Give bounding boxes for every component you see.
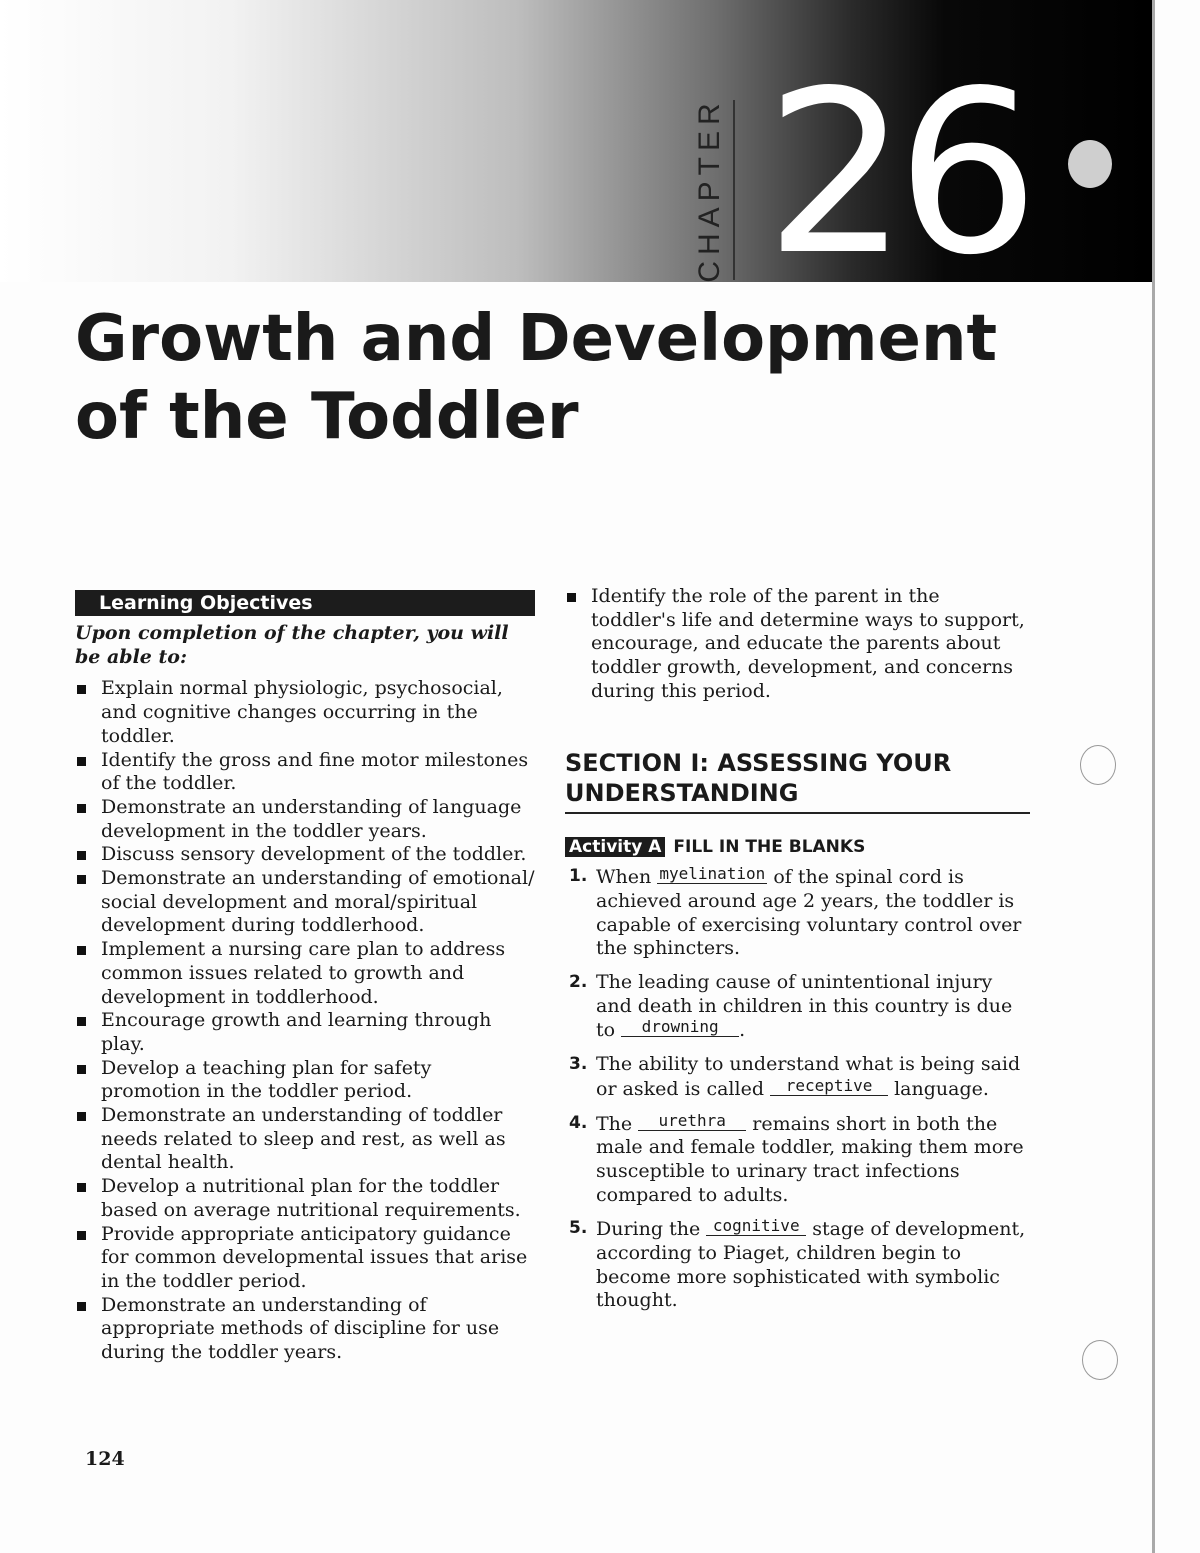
chapter-number: 26 bbox=[765, 43, 1028, 305]
question-text-before: When bbox=[596, 866, 658, 889]
objectives-list bbox=[75, 677, 535, 1364]
objective-item: Identify the role of the parent in the toddler's life and determine ways to support, encourage, and educate the parents about toddler growth, development, and concerns during this period. bbox=[565, 585, 1030, 704]
chapter-title bbox=[75, 300, 997, 456]
objective-item: Demonstrate an understanding of language development in the toddler years. bbox=[75, 796, 535, 843]
learning-objectives-heading: Learning Objectives bbox=[75, 590, 535, 616]
answer-blank[interactable]: urethra bbox=[638, 1112, 746, 1131]
activity-title: FILL IN THE BLANKS bbox=[673, 836, 866, 857]
binder-hole bbox=[1082, 1340, 1118, 1380]
title-line-2: of the Toddler bbox=[75, 380, 579, 454]
objectives-list-continued bbox=[565, 585, 1030, 704]
question-text-after: of the spinal cord is achieved around age 2 years, the toddler is capable of exercising voluntary control over the sphincters. bbox=[596, 866, 1022, 960]
chapter-label-text: CHAPTER bbox=[693, 97, 726, 283]
question-number: 1. bbox=[569, 866, 588, 887]
question-number: 5. bbox=[569, 1218, 588, 1239]
page-edge bbox=[1152, 0, 1155, 1553]
question-text-after: stage of development, according to Piaget, children begin to become more sophisticated with symbolic thought. bbox=[596, 1218, 1026, 1312]
learning-objectives bbox=[75, 590, 535, 1365]
question-item bbox=[565, 865, 1030, 961]
question-number: 4. bbox=[569, 1112, 588, 1133]
objective-item: Provide appropriate anticipatory guidance for common developmental issues that arise in the toddler period. bbox=[75, 1223, 535, 1294]
objective-item: Demonstrate an understanding of toddler needs related to sleep and rest, as well as dental health. bbox=[75, 1104, 535, 1175]
activity-tag: Activity A bbox=[565, 837, 665, 857]
title-line-1: Growth and Development bbox=[75, 302, 998, 376]
chapter-divider bbox=[733, 100, 735, 280]
page-number: 124 bbox=[85, 1448, 125, 1470]
binder-hole bbox=[1080, 745, 1116, 785]
decorative-dot bbox=[1068, 140, 1112, 188]
activity-heading bbox=[565, 836, 1030, 860]
objective-item: Develop a teaching plan for safety promotion in the toddler period. bbox=[75, 1057, 535, 1104]
question-number: 2. bbox=[569, 972, 588, 993]
objective-item: Demonstrate an understanding of appropriate methods of discipline for use during the toddler years. bbox=[75, 1294, 535, 1365]
objective-item: Implement a nursing care plan to address common issues related to growth and development in toddlerhood. bbox=[75, 938, 535, 1009]
section-heading: SECTION I: ASSESSING YOUR UNDERSTANDING bbox=[565, 748, 1030, 814]
objective-item: Discuss sensory development of the toddler. bbox=[75, 843, 535, 867]
question-item bbox=[565, 971, 1030, 1043]
question-text-before: The bbox=[596, 1112, 639, 1135]
objective-item: Encourage growth and learning through play. bbox=[75, 1009, 535, 1056]
question-list bbox=[565, 865, 1030, 1313]
question-text-after: remains short in both the male and female toddler, making them more susceptible to urinary tract infections compared to adults. bbox=[596, 1112, 1024, 1206]
question-item bbox=[565, 1112, 1030, 1208]
right-column bbox=[565, 585, 1030, 1323]
question-item bbox=[565, 1217, 1030, 1313]
answer-blank[interactable]: drowning bbox=[621, 1018, 739, 1037]
objective-item: Demonstrate an understanding of emotional/ social development and moral/spiritual development during toddlerhood. bbox=[75, 867, 535, 938]
chapter-label bbox=[690, 97, 730, 283]
objectives-intro: Upon completion of the chapter, you will be able to: bbox=[75, 622, 509, 668]
question-text-before: During the bbox=[596, 1218, 707, 1241]
question-text-before: The ability to understand what is being said or asked is called bbox=[596, 1053, 1021, 1100]
question-item bbox=[565, 1053, 1030, 1101]
question-text-before: The leading cause of unintentional injury and death in children in this country is due to bbox=[596, 971, 1013, 1042]
question-number: 3. bbox=[569, 1054, 588, 1075]
answer-blank[interactable]: receptive bbox=[770, 1077, 888, 1096]
objective-item: Develop a nutritional plan for the toddler based on average nutritional requirements. bbox=[75, 1175, 535, 1222]
question-text-after: language. bbox=[888, 1077, 989, 1100]
objective-item: Explain normal physiologic, psychosocial, and cognitive changes occurring in the toddler. bbox=[75, 677, 535, 748]
objective-item: Identify the gross and fine motor milestones of the toddler. bbox=[75, 749, 535, 796]
question-text-after: . bbox=[739, 1019, 746, 1042]
answer-blank[interactable]: cognitive bbox=[706, 1217, 806, 1236]
answer-blank[interactable]: myelination bbox=[657, 865, 767, 884]
